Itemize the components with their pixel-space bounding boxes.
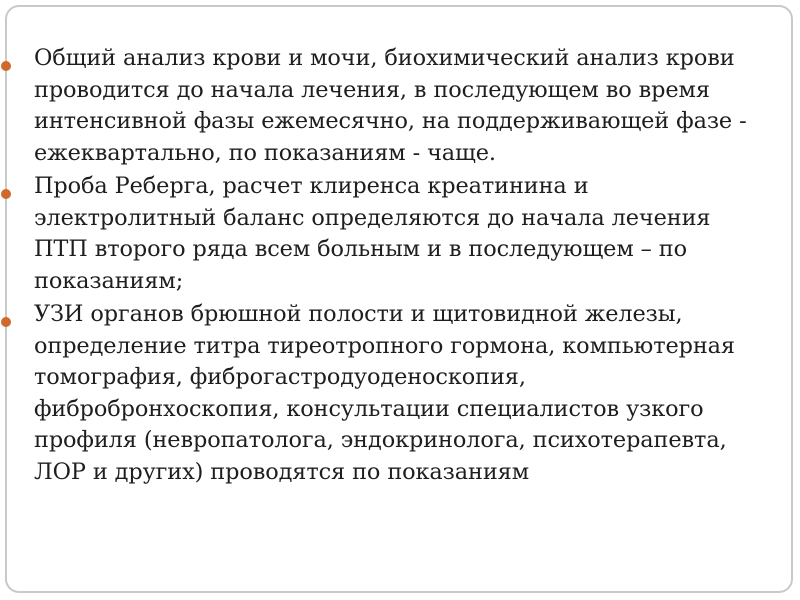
bullet-text: УЗИ органов брюшной полости и щитовидной железы, определение титра тиреотропного гормона, компьютерная томография, фиброгастродуоденоскопия, фибробронхоскопия, консультации специалистов узкого профиля (невропатолога, эндокринолога, психотерапевта, ЛОР и других) проводятся по показаниям — [34, 301, 735, 485]
bullet-dot-icon — [1, 189, 11, 199]
bullet-list — [0, 43, 800, 488]
slide-content — [0, 43, 800, 490]
bullet-text: Общий анализ крови и мочи, биохимический анализ крови проводится до начала лечения, в последующем во время интенсивной фазы ежемесячно, на поддерживающей фазе - ежеквартально, по показаниям - чаще. — [34, 45, 747, 166]
bullet-text: Проба Реберга, расчет клиренса креатинина и электролитный баланс определяются до начала лечения ПТП второго ряда всем больным и в последующем – по показаниям; — [34, 173, 711, 294]
bullet-item-reberg-test — [0, 171, 800, 297]
bullet-item-blood-urine-analysis — [0, 43, 800, 169]
bullet-dot-icon — [1, 317, 11, 327]
bullet-item-ultrasound-and-consultations — [0, 299, 800, 488]
bullet-dot-icon — [1, 61, 11, 71]
